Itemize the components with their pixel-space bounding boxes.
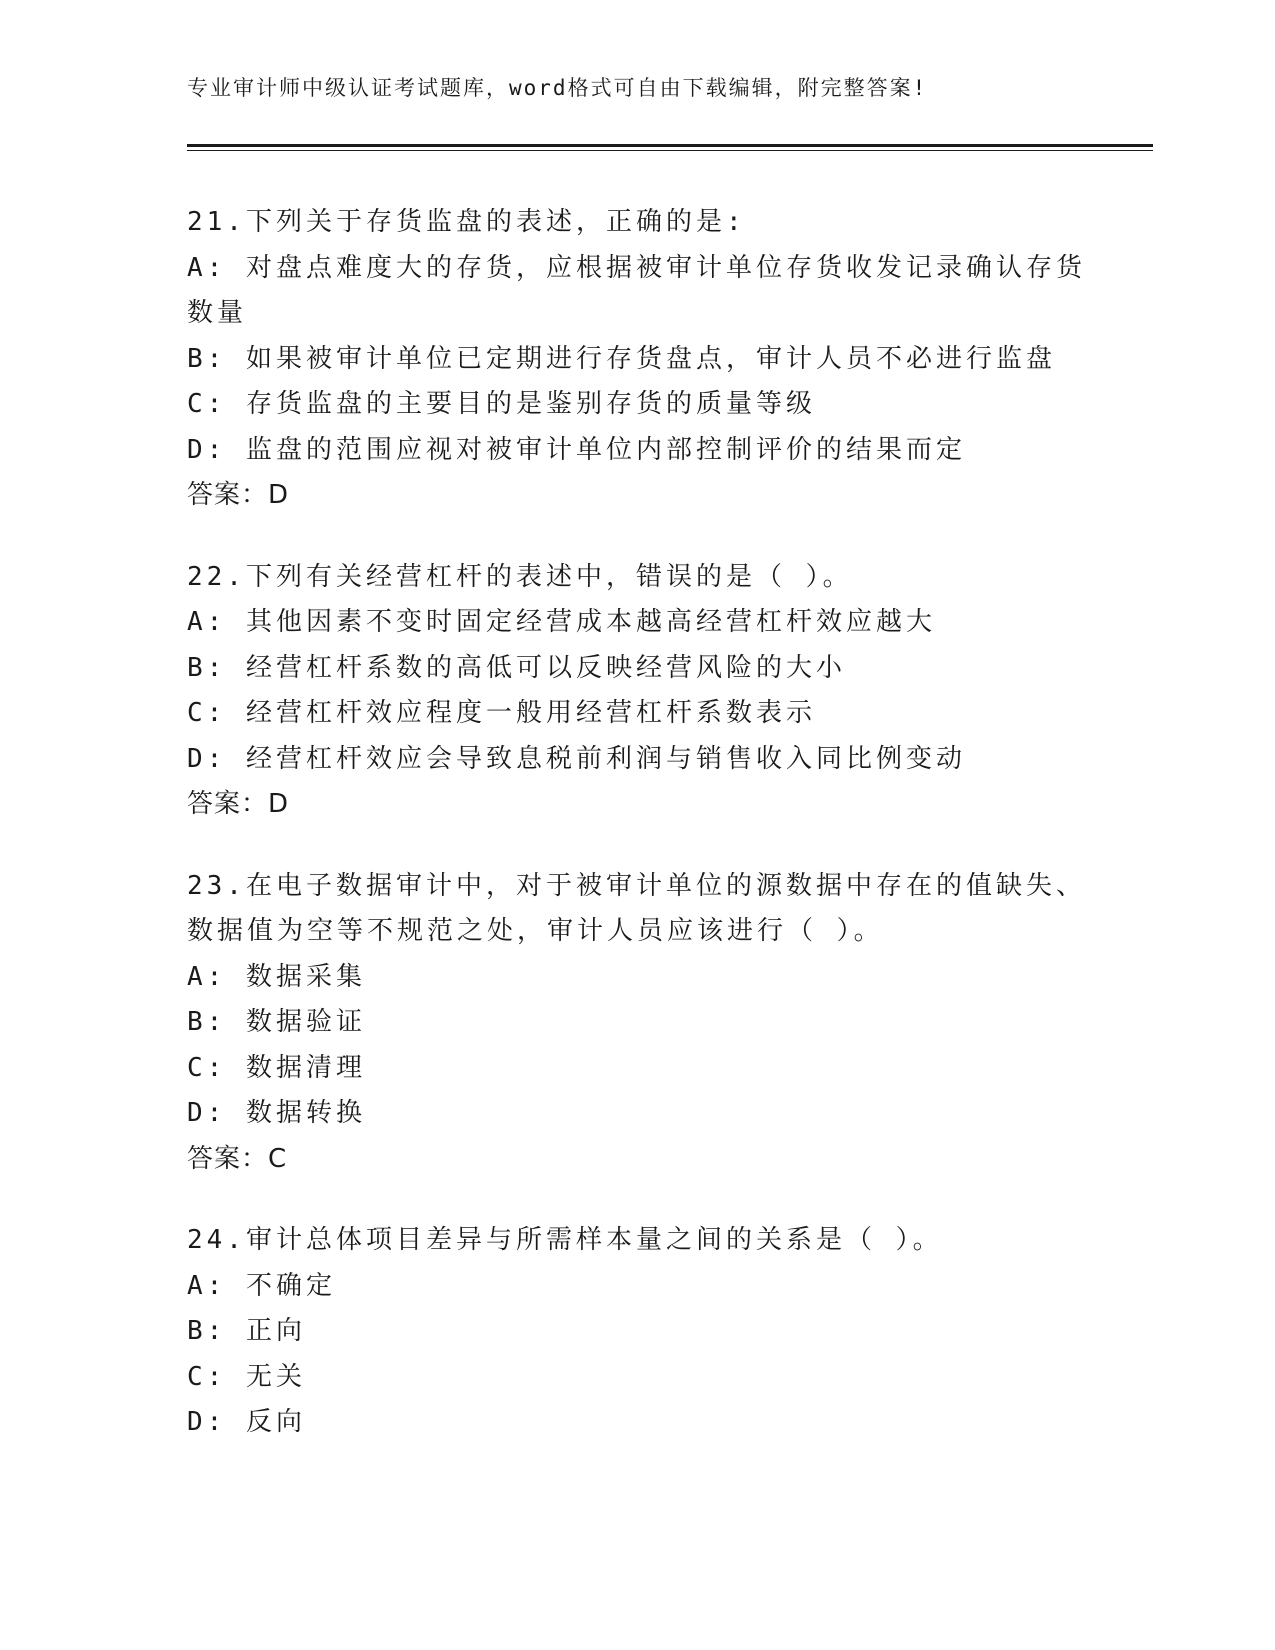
question-option-d: D: 监盘的范围应视对被审计单位内部控制评价的结果而定 <box>187 434 966 465</box>
header-rule-thick <box>187 144 1153 147</box>
question-21 <box>187 200 1087 519</box>
question-option-b: B: 经营杠杆系数的高低可以反映经营风险的大小 <box>187 652 846 683</box>
question-answer: 答案：D <box>187 789 290 819</box>
question-stem: 24.审计总体项目差异与所需样本量之间的关系是（ ）。 <box>187 1225 943 1255</box>
question-option-b: B: 如果被审计单位已定期进行存货盘点，审计人员不必进行监盘 <box>187 343 1056 374</box>
question-option-c: C: 经营杠杆效应程度一般用经营杠杆系数表示 <box>187 698 816 728</box>
question-option-a: A: 数据采集 <box>187 961 366 992</box>
question-24 <box>187 1218 1087 1446</box>
question-option-a: A: 对盘点难度大的存货，应根据被审计单位存货收发记录确认存货数量 <box>187 252 1086 328</box>
question-22 <box>187 555 1087 828</box>
question-option-d: D: 经营杠杆效应会导致息税前利润与销售收入同比例变动 <box>187 743 966 774</box>
header-rule-thin <box>187 150 1153 151</box>
question-option-c: C: 数据清理 <box>187 1052 366 1083</box>
question-option-b: B: 数据验证 <box>187 1007 366 1037</box>
question-option-b: B: 正向 <box>187 1316 306 1346</box>
question-list <box>187 200 1087 1482</box>
question-23 <box>187 864 1087 1183</box>
question-option-c: C: 无关 <box>187 1361 306 1392</box>
question-option-a: A: 不确定 <box>187 1270 336 1301</box>
page-header: 专业审计师中级认证考试题库，word格式可自由下载编辑，附完整答案! <box>187 76 928 100</box>
question-stem: 21.下列关于存货监盘的表述，正确的是: <box>187 207 746 237</box>
question-stem: 22.下列有关经营杠杆的表述中，错误的是（ ）。 <box>187 561 853 592</box>
question-option-c: C: 存货监盘的主要目的是鉴别存货的质量等级 <box>187 389 816 419</box>
question-option-d: D: 反向 <box>187 1407 306 1437</box>
question-answer: 答案：C <box>187 1143 288 1174</box>
question-option-d: D: 数据转换 <box>187 1098 366 1128</box>
question-answer: 答案：D <box>187 480 290 510</box>
question-stem: 23.在电子数据审计中，对于被审计单位的源数据中存在的值缺失、数据值为空等不规范之处，审计人员应该进行（ ）。 <box>187 870 1086 946</box>
question-option-a: A: 其他因素不变时固定经营成本越高经营杠杆效应越大 <box>187 607 936 637</box>
